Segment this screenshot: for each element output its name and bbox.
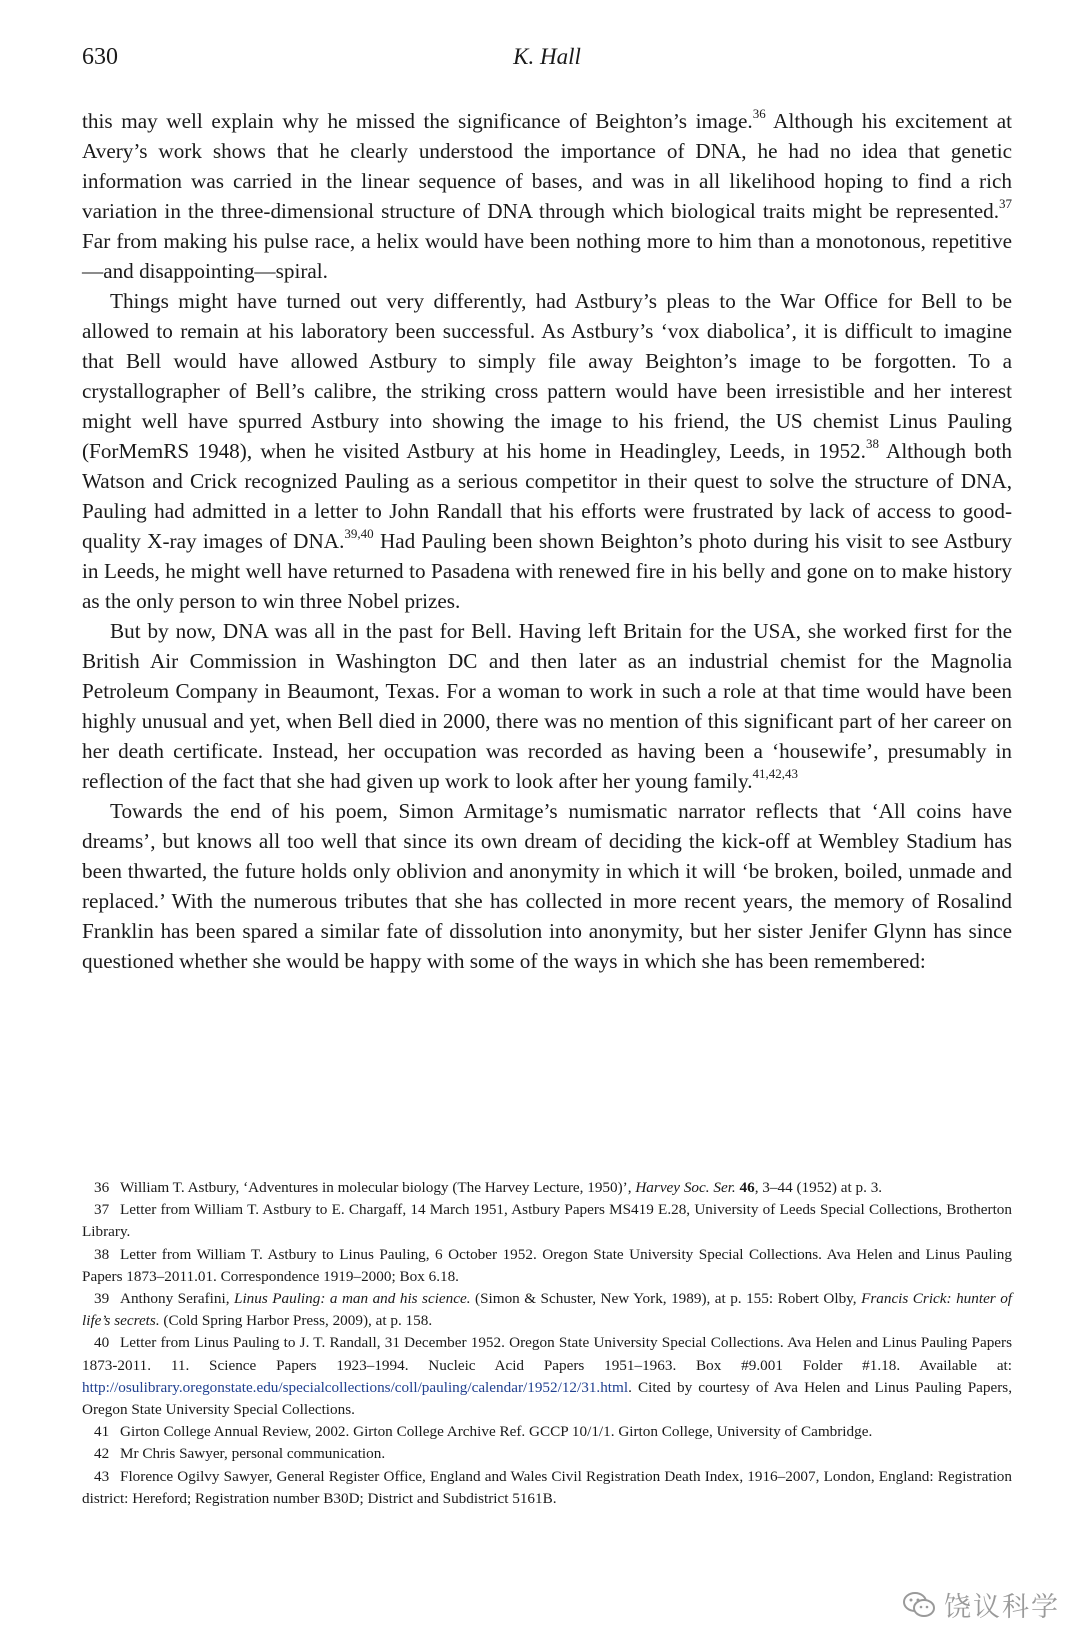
footnote-ref[interactable]: 37 xyxy=(999,195,1012,211)
wechat-logo-icon xyxy=(902,1591,936,1619)
footnote-text: Girton College Annual Review, 2002. Girton College Archive Ref. GCCP 10/1/1. Girton College, University of Cambridge. xyxy=(120,1423,873,1441)
footnote-link[interactable]: http://osulibrary.oregonstate.edu/specialcollections/coll/pauling/calendar/1952/12/31.html xyxy=(82,1378,629,1396)
footnote-bold: 46 xyxy=(739,1179,755,1196)
footnote xyxy=(82,1177,1012,1199)
watermark xyxy=(902,1585,1060,1624)
footnote-text: . Cited by courtesy of Ava Helen and Linus Pauling Papers, Oregon State University Special Collections. xyxy=(82,1378,1012,1419)
body-paragraph xyxy=(82,616,1012,796)
footnote-ref[interactable]: 39,40 xyxy=(344,525,374,541)
paragraph-text: Towards the end of his poem, Simon Armitage’s numismatic narrator reflects that ‘All coins have dreams’, but knows all too well that since its own dream of deciding the kick-off at Wembley Stadium has been thwarted, the future holds only oblivion and anonymity in which it will ‘be broken, boiled, unmade and replaced.’ With the numerous tributes that she has collected in more recent years, the memory of Rosalind Franklin has been spared a similar fate of dissolution into anonymity, but her sister Jenifer Glynn has since questioned whether she would be happy with some of the ways in which she has been remembered: xyxy=(82,799,1012,973)
footnote-italic: Francis Crick: hunter of life’s secrets. xyxy=(82,1290,1013,1330)
footnote-text: Mr Chris Sawyer, personal communication. xyxy=(120,1445,386,1463)
footnote xyxy=(82,1244,1012,1288)
footnote-text: Letter from William T. Astbury to Linus Pauling, 6 October 1952. Oregon State University Special Collections. Ava Helen and Linus Pauling Papers 1873–2011.01. Correspondence 1919–2000; Box 6.18. xyxy=(82,1245,1012,1285)
footnote-text: Letter from Linus Pauling to J. T. Randall, 31 December 1952. Oregon State University Special Collections. Ava Helen and Linus Pauling Papers 1873-2011. 11. Science Papers 1923–1994. Nucleic Acid Papers 1951–1963. Box #9.001 Folder #1.18. Available at: xyxy=(82,1334,1012,1374)
page-header xyxy=(82,44,1012,80)
footnote-text: William T. Astbury, ‘Adventures in molecular biology (The Harvey Lecture, 1950)’, xyxy=(120,1179,636,1196)
paragraph-text: this may well explain why he missed the significance of Beighton’s image. xyxy=(82,109,753,133)
paragraph-text: Far from making his pulse race, a helix would have been nothing more to him than a monotonous, repetitive—and disappointing—spiral. xyxy=(82,229,1012,283)
footnote-number: 43 xyxy=(94,1467,110,1485)
footnote-number: 41 xyxy=(94,1423,110,1441)
footnote-number: 40 xyxy=(94,1334,110,1352)
footnote xyxy=(82,1199,1012,1243)
body-text xyxy=(82,106,1012,976)
footnote xyxy=(82,1288,1012,1332)
footnote-ref[interactable]: 36 xyxy=(752,105,766,121)
footnote-ref[interactable]: 41,42,43 xyxy=(752,765,799,781)
footnote xyxy=(82,1421,1012,1443)
body-paragraph xyxy=(82,106,1012,286)
footnote-italic: Harvey Soc. Ser. xyxy=(635,1179,736,1196)
paragraph-text: Things might have turned out very differently, had Astbury’s pleas to the War Office for Bell to be allowed to remain at his laboratory been successful. As Astbury’s ‘vox diabolica’, it is difficult to imagine that Bell would have allowed Astbury to simply file away Beighton’s image to be forgotten. To a crystallographer of Bell’s calibre, the striking cross pattern would have been irresistible and her interest might well have spurred Astbury into showing the image to his friend, the US chemist Linus Pauling (ForMemRS 1948), when he visited Astbury at his home in Headingley, Leeds, in 1952. xyxy=(82,289,1012,463)
footnote xyxy=(82,1466,1012,1510)
paragraph-text: Had Pauling been shown Beighton’s photo during his visit to see Astbury in Leeds, he might well have returned to Pasadena with renewed fire in his belly and gone on to make history as the only person to win three Nobel prizes. xyxy=(82,529,1012,613)
footnote xyxy=(82,1443,1012,1465)
footnote-number: 37 xyxy=(94,1201,110,1219)
paragraph-text: Although his excitement at Avery’s work shows that he clearly understood the importance of DNA, he had no idea that genetic information was carried in the linear sequence of bases, and was in all likelihood hoping to find a rich variation in the three-dimensional structure of DNA through which biological traits might be represented. xyxy=(82,109,1012,223)
body-paragraph xyxy=(82,796,1012,976)
running-head: K. Hall xyxy=(513,44,581,69)
footnote-number: 36 xyxy=(94,1179,110,1196)
page-number: 630 xyxy=(82,44,118,70)
footnote-number: 39 xyxy=(94,1290,110,1308)
footnote-text: (Cold Spring Harbor Press, 2009), at p. 158. xyxy=(159,1312,433,1330)
footnote-text: Anthony Serafini, xyxy=(120,1290,234,1308)
footnote-text: Letter from William T. Astbury to E. Chargaff, 14 March 1951, Astbury Papers MS419 E.28, University of Leeds Special Collections, Brotherton Library. xyxy=(82,1201,1012,1241)
footnote-text: (Simon & Schuster, New York, 1989), at p. 155: Robert Olby, xyxy=(470,1290,862,1308)
footnote-number: 38 xyxy=(94,1245,110,1263)
footnote xyxy=(82,1332,1012,1421)
footnote-italic: Linus Pauling: a man and his science. xyxy=(234,1290,471,1308)
footnote-text: Florence Ogilvy Sawyer, General Register Office, England and Wales Civil Registration Death Index, 1916–2007, London, England: Registration district: Hereford; Registration number B30D; District and Subdistrict 5161B. xyxy=(82,1467,1012,1507)
watermark-text: 饶议科学 xyxy=(944,1592,1060,1623)
footnote-number: 42 xyxy=(94,1445,110,1463)
footnotes xyxy=(82,1177,1012,1510)
footnote-ref[interactable]: 38 xyxy=(865,435,879,451)
footnote-text: , 3–44 (1952) at p. 3. xyxy=(754,1179,883,1196)
paragraph-text: But by now, DNA was all in the past for Bell. Having left Britain for the USA, she worked first for the British Air Commission in Washington DC and then later as an industrial chemist for the Magnolia Petroleum Company in Beaumont, Texas. For a woman to work in such a role at that time would have been highly unusual and yet, when Bell died in 2000, there was no mention of this significant part of her career on her death certificate. Instead, her occupation was recorded as having been a ‘housewife’, presumably in reflection of the fact that she had given up work to look after her young family. xyxy=(82,619,1012,793)
paragraph-text: Although both Watson and Crick recognized Pauling as a serious competitor in their quest to solve the structure of DNA, Pauling had admitted in a letter to John Randall that his efforts were frustrated by lack of access to good-quality X-ray images of DNA. xyxy=(82,439,1013,553)
body-paragraph xyxy=(82,286,1012,616)
